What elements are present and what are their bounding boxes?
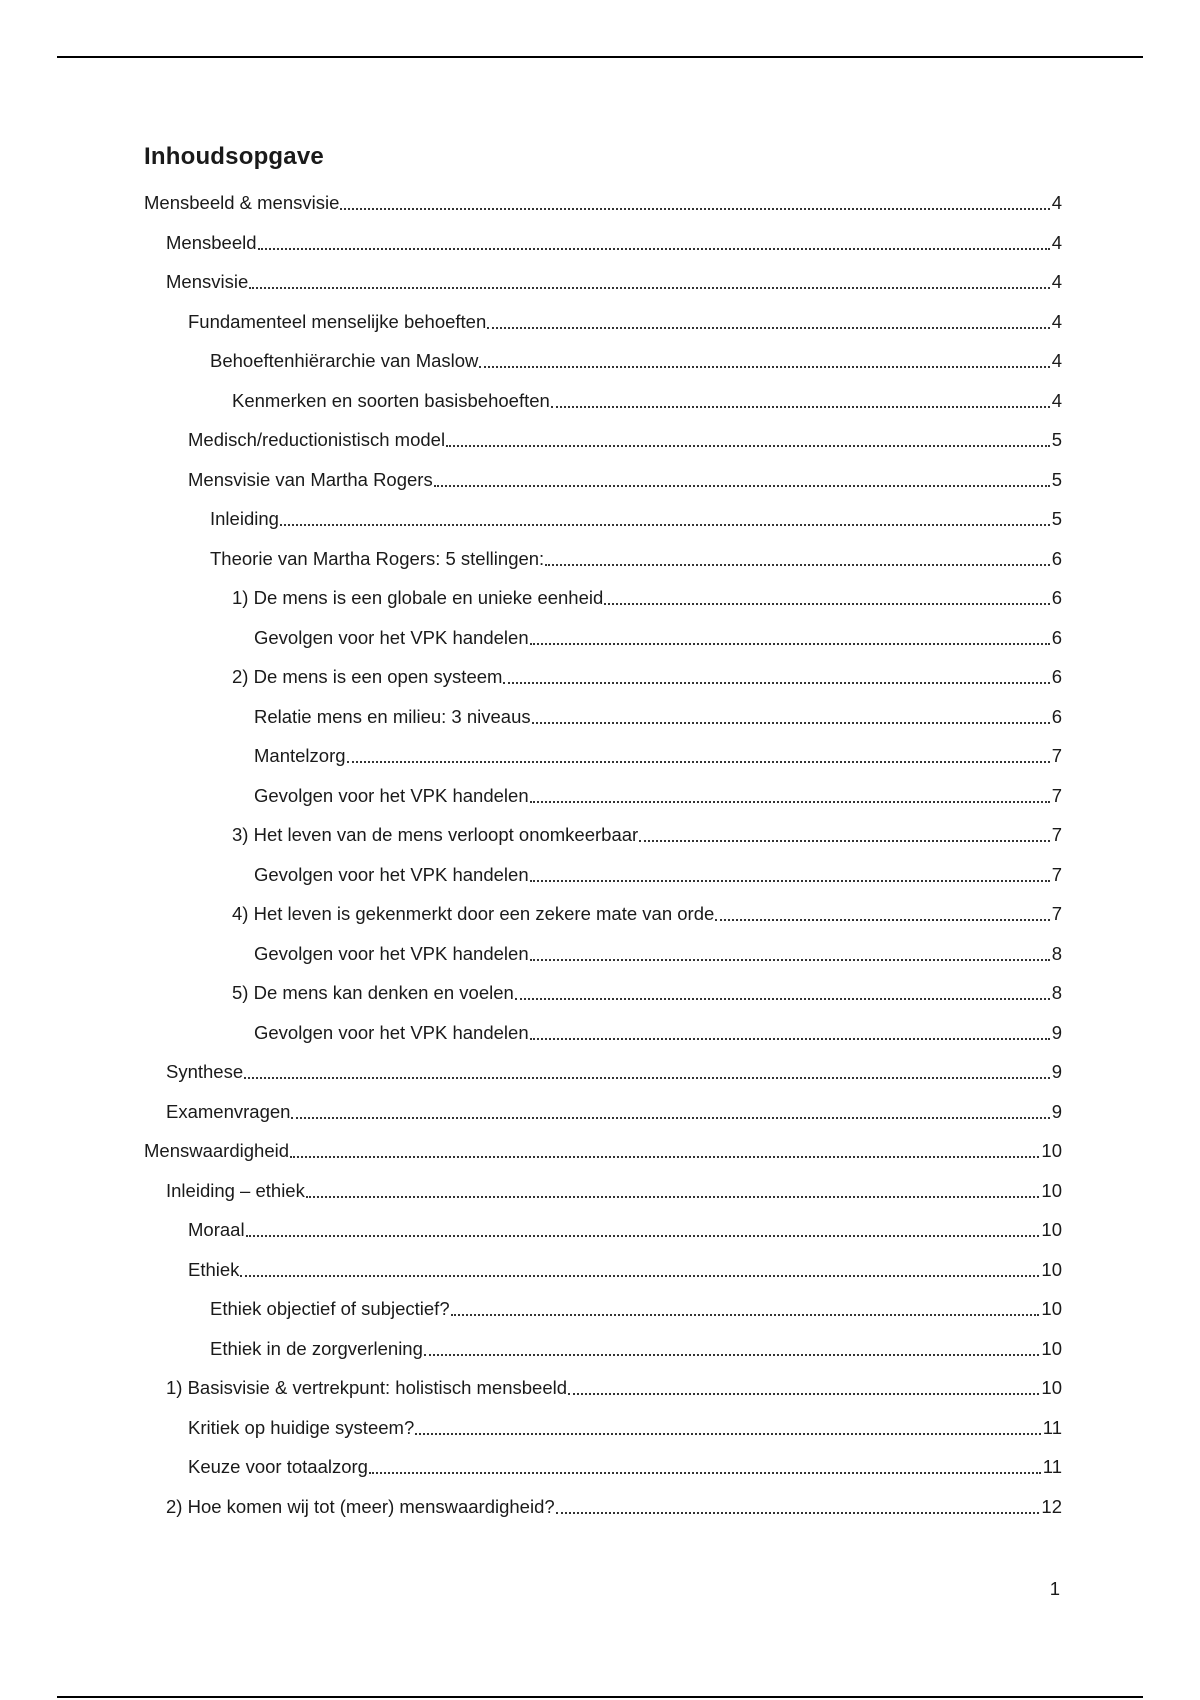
toc-entry[interactable] — [254, 1020, 1062, 1046]
toc-entry[interactable] — [254, 862, 1062, 888]
toc-entry-page: 9 — [1051, 1101, 1062, 1122]
toc-entry-page: 7 — [1051, 745, 1062, 766]
toc-entry-page: 10 — [1041, 1377, 1062, 1398]
toc-entry[interactable] — [166, 1099, 1062, 1125]
toc-entry[interactable] — [144, 190, 1062, 216]
toc-dot-leader — [556, 1512, 1040, 1514]
toc-entry-title: 2) Hoe komen wij tot (meer) menswaardigheid? — [166, 1496, 555, 1517]
toc-dot-leader — [487, 327, 1049, 329]
toc-entry-page: 6 — [1051, 627, 1062, 648]
toc-title: Inhoudsopgave — [144, 143, 324, 170]
toc-entry[interactable] — [166, 1375, 1062, 1401]
toc-dot-leader — [244, 1077, 1050, 1079]
toc-entry-page: 6 — [1051, 706, 1062, 727]
toc-dot-leader — [715, 919, 1049, 921]
page-number: 1 — [1049, 1578, 1060, 1599]
toc-entry-page: 4 — [1051, 271, 1062, 292]
toc-dot-leader — [451, 1314, 1040, 1316]
toc-entry-title: Synthese — [166, 1061, 244, 1082]
toc-entry[interactable] — [210, 348, 1062, 374]
toc-dot-leader — [479, 366, 1049, 368]
toc-entry[interactable] — [254, 743, 1062, 769]
toc-entry-page: 10 — [1041, 1338, 1062, 1359]
toc-entry-title: Moraal — [188, 1219, 245, 1240]
toc-dot-leader — [530, 1038, 1050, 1040]
toc-dot-leader — [446, 445, 1050, 447]
toc-dot-leader — [532, 722, 1050, 724]
toc-entry-page: 7 — [1051, 785, 1062, 806]
toc-dot-leader — [568, 1393, 1039, 1395]
toc-entry[interactable] — [188, 309, 1062, 335]
toc-entry-title: Kritiek op huidige systeem? — [188, 1417, 415, 1438]
toc-entry-title: 3) Het leven van de mens verloopt onomkeerbaar — [232, 824, 639, 845]
toc-dot-leader — [639, 840, 1050, 842]
toc-entry-page: 7 — [1051, 864, 1062, 885]
toc-entry-title: Inleiding — [210, 508, 279, 529]
toc-entry[interactable] — [232, 980, 1062, 1006]
toc-dot-leader — [545, 564, 1050, 566]
toc-entry-page: 4 — [1051, 192, 1062, 213]
toc-entry[interactable] — [210, 506, 1062, 532]
toc-entry-page: 10 — [1041, 1180, 1062, 1201]
toc-entry-title: Inleiding – ethiek — [166, 1180, 305, 1201]
toc-entry-title: Behoeftenhiërarchie van Maslow — [210, 350, 479, 371]
toc-entry[interactable] — [144, 1138, 1062, 1164]
toc-entry-page: 6 — [1051, 666, 1062, 687]
toc-dot-leader — [530, 801, 1050, 803]
toc-entry-title: Mantelzorg — [254, 745, 346, 766]
toc-dot-leader — [530, 959, 1050, 961]
toc-entry-page: 4 — [1051, 350, 1062, 371]
toc-dot-leader — [340, 208, 1049, 210]
toc-dot-leader — [240, 1275, 1039, 1277]
toc-entry[interactable] — [210, 546, 1062, 572]
toc-entry[interactable] — [188, 1217, 1062, 1243]
toc-dot-leader — [530, 880, 1050, 882]
toc-entry-page: 10 — [1041, 1140, 1062, 1161]
toc-entry-page: 9 — [1051, 1022, 1062, 1043]
toc-entry-page: 4 — [1051, 232, 1062, 253]
toc-entry-title: 5) De mens kan denken en voelen — [232, 982, 514, 1003]
toc-entry-page: 5 — [1051, 469, 1062, 490]
toc-entry-title: 1) Basisvisie & vertrekpunt: holistisch mensbeeld — [166, 1377, 568, 1398]
toc-dot-leader — [604, 603, 1049, 605]
toc-entry-page: 4 — [1051, 390, 1062, 411]
toc-entry-title: 4) Het leven is gekenmerkt door een zekere mate van orde — [232, 903, 715, 924]
footer-rule — [57, 1696, 1143, 1698]
toc-entry-title: 2) De mens is een open systeem — [232, 666, 503, 687]
toc-entry[interactable] — [166, 1494, 1062, 1520]
toc-entry-title: Ethiek — [188, 1259, 240, 1280]
toc-entry[interactable] — [254, 625, 1062, 651]
toc-dot-leader — [424, 1354, 1040, 1356]
toc-entry[interactable] — [232, 585, 1062, 611]
toc-entry-page: 11 — [1042, 1417, 1062, 1438]
toc-entry[interactable] — [232, 901, 1062, 927]
toc-entry-page: 10 — [1041, 1219, 1062, 1240]
toc-entry-title: Menswaardigheid — [144, 1140, 290, 1161]
toc-entry-page: 10 — [1041, 1298, 1062, 1319]
toc-entry-page: 8 — [1051, 943, 1062, 964]
toc-entry-page: 6 — [1051, 587, 1062, 608]
toc-entry-title: Gevolgen voor het VPK handelen — [254, 627, 529, 648]
toc-entry-page: 10 — [1041, 1259, 1062, 1280]
toc-entry[interactable] — [188, 1454, 1062, 1480]
toc-dot-leader — [530, 643, 1050, 645]
toc-entry-page: 5 — [1051, 429, 1062, 450]
toc-entry-page: 11 — [1042, 1456, 1062, 1477]
toc-entry[interactable] — [254, 704, 1062, 730]
toc-entry-title: Gevolgen voor het VPK handelen — [254, 1022, 529, 1043]
toc-dot-leader — [258, 248, 1050, 250]
toc-dot-leader — [434, 485, 1050, 487]
toc-entry-title: Theorie van Martha Rogers: 5 stellingen: — [210, 548, 545, 569]
toc-entry-title: Gevolgen voor het VPK handelen — [254, 785, 529, 806]
toc-entry-page: 7 — [1051, 903, 1062, 924]
toc-dot-leader — [369, 1472, 1041, 1474]
toc-entry-title: Ethiek in de zorgverlening — [210, 1338, 423, 1359]
toc-entry-page: 9 — [1051, 1061, 1062, 1082]
toc-entry-title: Keuze voor totaalzorg — [188, 1456, 368, 1477]
toc-entry-title: Mensbeeld & mensvisie — [144, 192, 340, 213]
toc-entry-title: 1) De mens is een globale en unieke eenheid — [232, 587, 604, 608]
toc-entry[interactable] — [166, 1178, 1062, 1204]
toc-entry-page: 8 — [1051, 982, 1062, 1003]
toc-entry-page: 12 — [1041, 1496, 1062, 1517]
toc-entry[interactable] — [166, 230, 1062, 256]
toc-entry[interactable] — [254, 941, 1062, 967]
toc-dot-leader — [415, 1433, 1041, 1435]
toc-dot-leader — [280, 524, 1050, 526]
toc-entry-page: 4 — [1051, 311, 1062, 332]
toc-entry[interactable] — [166, 1059, 1062, 1085]
toc-dot-leader — [291, 1117, 1049, 1119]
toc-entry[interactable] — [232, 388, 1062, 414]
toc-entry[interactable] — [210, 1296, 1062, 1322]
toc-entry-title: Relatie mens en milieu: 3 niveaus — [254, 706, 531, 727]
toc-entry[interactable] — [166, 269, 1062, 295]
toc-dot-leader — [347, 761, 1050, 763]
toc-entry[interactable] — [188, 1257, 1062, 1283]
toc-dot-leader — [503, 682, 1049, 684]
toc-entry-title: Fundamenteel menselijke behoeften — [188, 311, 487, 332]
toc-entry-title: Kenmerken en soorten basisbehoeften — [232, 390, 550, 411]
toc-entry[interactable] — [188, 427, 1062, 453]
toc-entry[interactable] — [232, 822, 1062, 848]
toc-entry[interactable] — [210, 1336, 1062, 1362]
toc-entry-page: 6 — [1051, 548, 1062, 569]
toc-entry-title: Medisch/reductionistisch model — [188, 429, 446, 450]
toc-dot-leader — [246, 1235, 1040, 1237]
toc-entry-page: 5 — [1051, 508, 1062, 529]
toc-entry[interactable] — [232, 664, 1062, 690]
toc-entry[interactable] — [254, 783, 1062, 809]
toc-entry-title: Mensbeeld — [166, 232, 257, 253]
toc-entry-title: Mensvisie van Martha Rogers — [188, 469, 433, 490]
toc-dot-leader — [306, 1196, 1040, 1198]
toc-entry-title: Gevolgen voor het VPK handelen — [254, 864, 529, 885]
toc-dot-leader — [290, 1156, 1039, 1158]
toc-entry[interactable] — [188, 1415, 1062, 1441]
toc-entry-title: Gevolgen voor het VPK handelen — [254, 943, 529, 964]
toc-entry-page: 7 — [1051, 824, 1062, 845]
toc-dot-leader — [515, 998, 1050, 1000]
toc-entry-title: Examenvragen — [166, 1101, 291, 1122]
toc-entry-title: Mensvisie — [166, 271, 249, 292]
toc-entry[interactable] — [188, 467, 1062, 493]
toc-entry-title: Ethiek objectief of subjectief? — [210, 1298, 450, 1319]
toc-dot-leader — [551, 406, 1050, 408]
toc-dot-leader — [249, 287, 1049, 289]
